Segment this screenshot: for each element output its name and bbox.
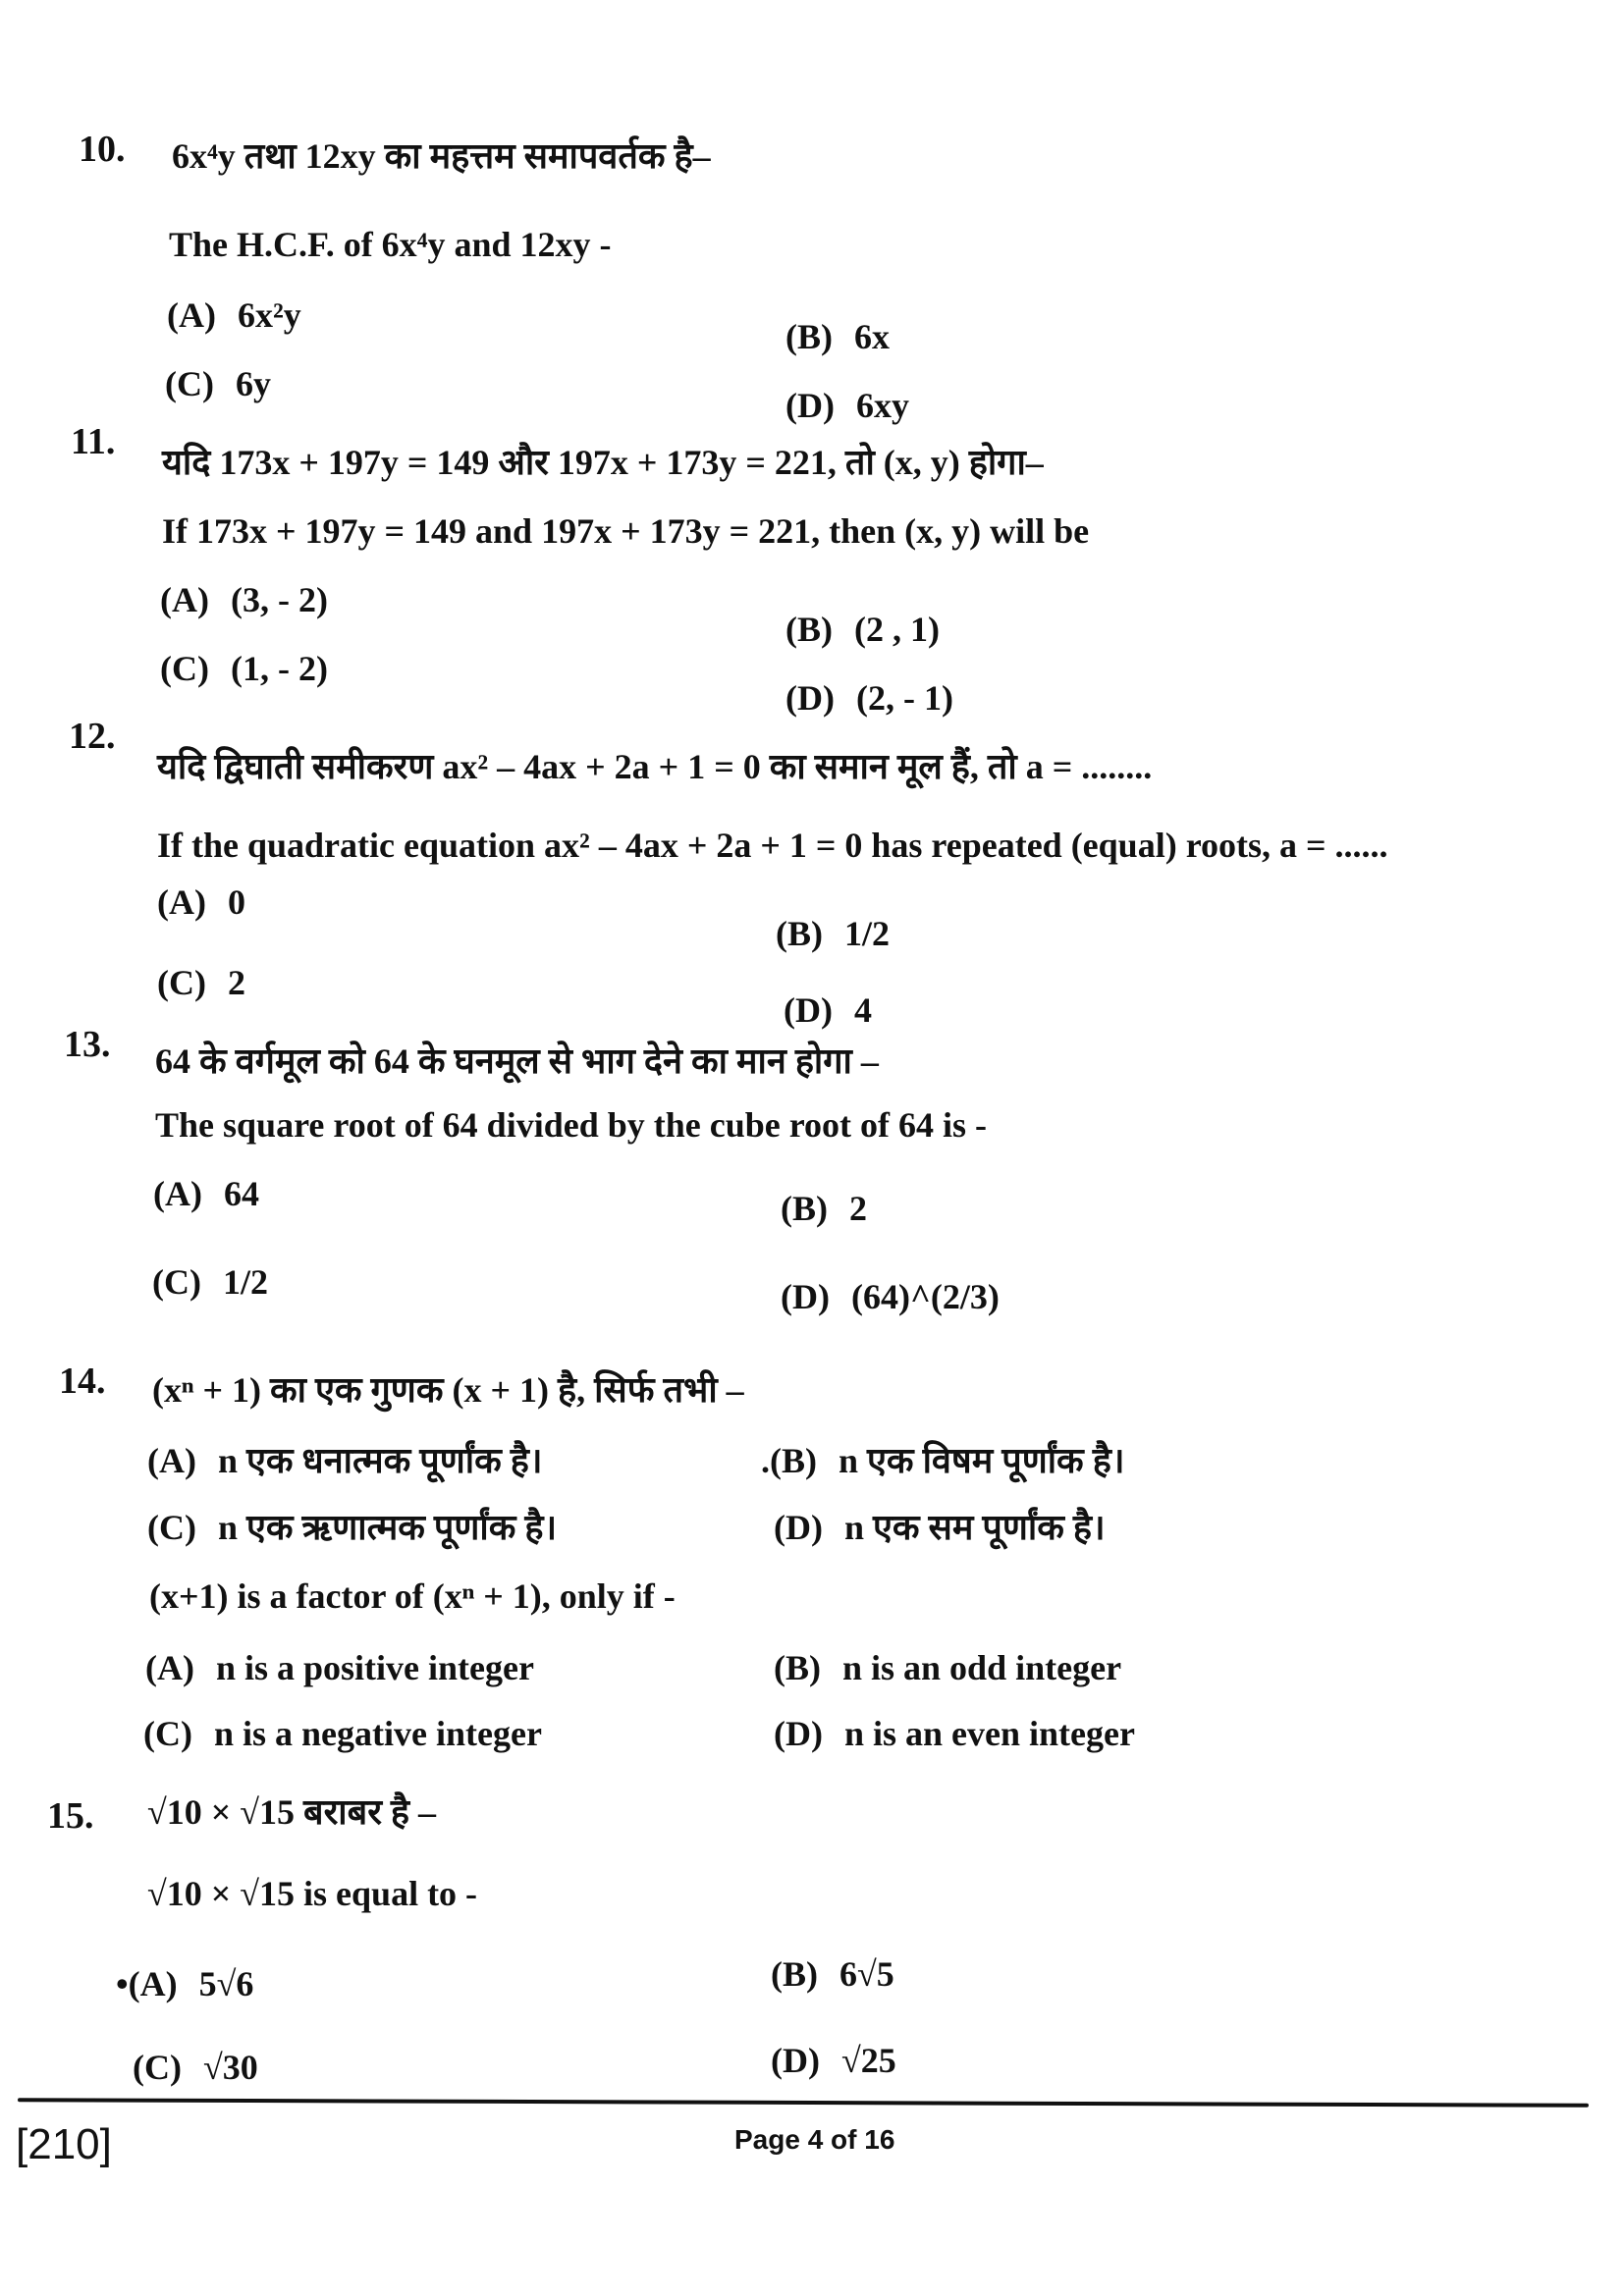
footer-divider (18, 2098, 1589, 2108)
question-number: 12. (69, 716, 116, 757)
question-hindi: यदि 173x + 197y = 149 और 197x + 173y = 221, तो (x, y) होगा– (162, 443, 1044, 482)
option-b[interactable]: (B) 1/2 (776, 914, 891, 953)
hindi-option-c[interactable]: (C) n एक ऋणात्मक पूर्णांक है। (147, 1508, 558, 1547)
option-a[interactable]: •(A) 5√6 (116, 1964, 254, 2003)
question-english: The H.C.F. of 6x⁴y and 12xy - (169, 225, 612, 264)
option-d[interactable]: (D) (64)^(2/3) (781, 1277, 1000, 1316)
option-a[interactable]: (A) (3, - 2) (160, 580, 328, 619)
option-a[interactable]: (A) n is a positive integer (145, 1648, 534, 1687)
question-hindi: (xⁿ + 1) का एक गुणक (x + 1) है, सिर्फ तभी – (152, 1370, 744, 1410)
question-english: If the quadratic equation ax² – 4ax + 2a + 1 = 0 has repeated (equal) roots, a = ...... (157, 826, 1388, 865)
option-c[interactable]: (C) √30 (133, 2048, 258, 2087)
option-a[interactable]: (A) 6x²y (167, 295, 301, 335)
option-b[interactable]: (B) 6√5 (771, 1954, 894, 1994)
question-hindi: 64 के वर्गमूल को 64 के घनमूल से भाग देने का मान होगा – (155, 1041, 879, 1081)
question-english: (x+1) is a factor of (xⁿ + 1), only if - (149, 1576, 676, 1616)
question-english: The square root of 64 divided by the cube root of 64 is - (155, 1105, 988, 1145)
option-c[interactable]: (C) 6y (165, 364, 271, 403)
question-hindi: 6x⁴y तथा 12xy का महत्तम समापवर्तक है– (172, 136, 711, 176)
option-c[interactable]: (C) 2 (157, 963, 245, 1002)
question-number: 15. (47, 1795, 94, 1837)
hindi-option-b[interactable]: .(B) n एक विषम पूर्णांक है। (761, 1441, 1125, 1480)
option-b[interactable]: (B) 2 (781, 1189, 867, 1228)
option-b[interactable]: (B) 6x (785, 317, 890, 356)
option-a[interactable]: (A) 64 (153, 1174, 259, 1213)
hindi-option-a[interactable]: (A) n एक धनात्मक पूर्णांक है। (147, 1441, 543, 1480)
question-hindi: यदि द्विघाती समीकरण ax² – 4ax + 2a + 1 = 0 का समान मूल हैं, तो a = ........ (157, 747, 1153, 786)
question-number: 13. (64, 1024, 111, 1065)
question-number: 10. (79, 129, 126, 170)
option-d[interactable]: (D) (2, - 1) (785, 678, 953, 718)
option-d[interactable]: (D) 4 (784, 990, 872, 1030)
page-number: Page 4 of 16 (734, 2124, 895, 2155)
option-d[interactable]: (D) n is an even integer (774, 1714, 1135, 1753)
option-b[interactable]: (B) (2 , 1) (785, 610, 940, 649)
option-c[interactable]: (C) (1, - 2) (160, 649, 328, 688)
question-number: 11. (71, 421, 116, 462)
question-hindi: √10 × √15 बराबर है – (147, 1792, 437, 1832)
hindi-option-d[interactable]: (D) n एक सम पूर्णांक है। (774, 1508, 1106, 1547)
option-c[interactable]: (C) 1/2 (152, 1262, 268, 1302)
option-c[interactable]: (C) n is a negative integer (143, 1714, 542, 1753)
question-number: 14. (59, 1361, 106, 1402)
paper-code: [210] (16, 2120, 112, 2168)
question-english: √10 × √15 is equal to - (147, 1874, 478, 1913)
option-d[interactable]: (D) 6xy (785, 386, 909, 425)
option-a[interactable]: (A) 0 (157, 882, 245, 922)
option-b[interactable]: (B) n is an odd integer (774, 1648, 1122, 1687)
option-d[interactable]: (D) √25 (771, 2041, 896, 2080)
question-english: If 173x + 197y = 149 and 197x + 173y = 221, then (x, y) will be (162, 511, 1090, 551)
